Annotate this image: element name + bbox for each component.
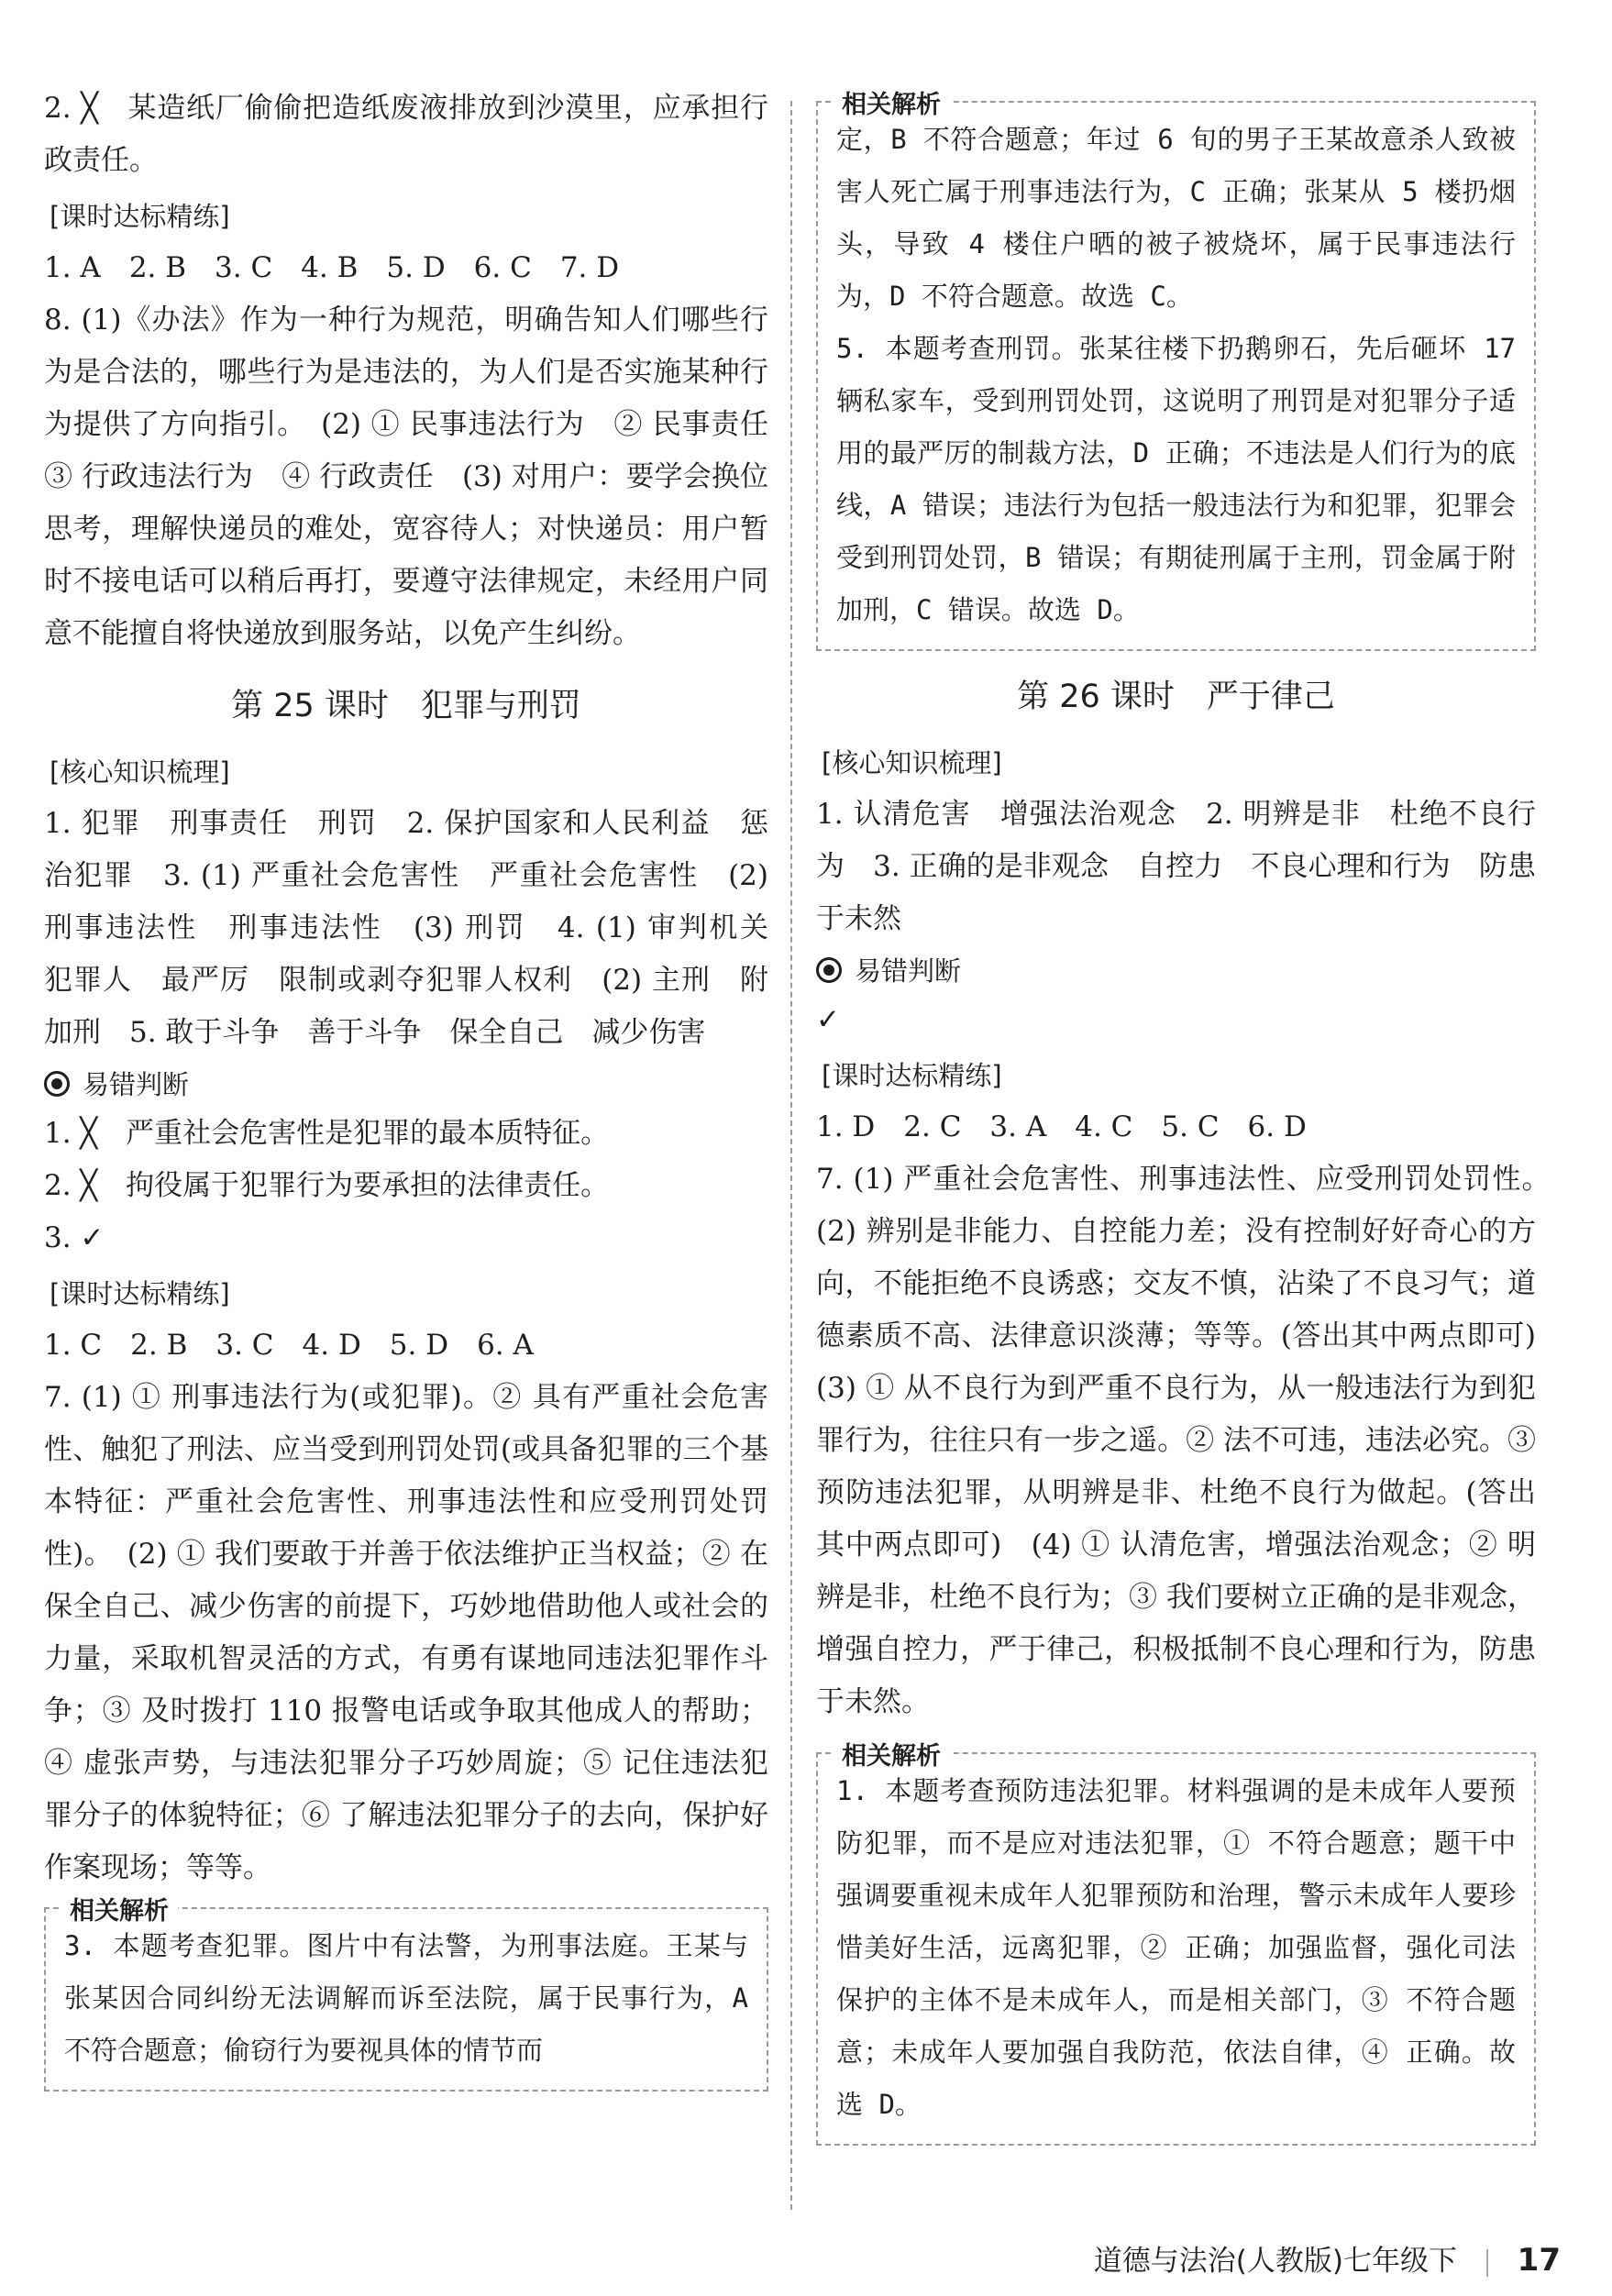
bullet-icon	[816, 957, 842, 983]
easy-mistake-heading	[44, 1065, 768, 1102]
answer-row: 1. C 2. B 3. C 4. D 5. D 6. A	[44, 1329, 534, 1362]
easy-item: ✓	[816, 1003, 840, 1036]
easy-item: 1. ╳ 严重社会危害性是犯罪的最本质特征。	[44, 1117, 610, 1150]
analysis-title: 相关解析	[61, 1891, 178, 1926]
analysis-text: 定，B 不符合题意；年过 6 旬的男子王某故意杀人致被害人死亡属于刑事违法行为，C 正确；张某从 5 楼扔烟头，导致 4 楼住户晒的被子被烧坏，属于民事违法行为，D 不符合题意。故选 C。	[836, 124, 1516, 312]
page-footer	[1094, 2237, 1561, 2279]
book-title: 道德与法治(人教版)七年级下	[1093, 2245, 1457, 2278]
analysis-title: 相关解析	[833, 84, 950, 120]
footer-separator	[1486, 2249, 1488, 2277]
section-tag-practice: [ 课时达标精练 ]	[44, 198, 236, 235]
answer-row: 1. D 2. C 3. A 4. C 5. C 6. D	[816, 1110, 1307, 1143]
analysis-box	[816, 1742, 1536, 2146]
intro-item: 2. ╳ 某造纸厂偷偷把造纸废液排放到沙漠里，应承担行政责任。	[44, 92, 768, 177]
lesson-25-title: 第 25 课时 犯罪与刑罚	[231, 688, 581, 724]
section-tag-practice: [ 课时达标精练 ]	[816, 1057, 1008, 1094]
easy-mistake-heading	[816, 951, 1536, 988]
easy-item: 3. ✓	[44, 1221, 105, 1254]
analysis-box	[816, 91, 1536, 651]
easy-item: 2. ╳ 拘役属于犯罪行为要承担的法律责任。	[44, 1169, 610, 1202]
core-knowledge-26: 1. 认清危害 增强法治观念 2. 明辨是非 杜绝不良行为 3. 正确的是非观念 自控力 不良心理和行为 防患于未然	[816, 798, 1536, 935]
question-8: 8. (1)《办法》作为一种行为规范，明确告知人们哪些行为是合法的，哪些行为是违法的，为人们是否实施某种行为提供了方向指引。 (2) ① 民事违法行为 ② 民事责任 ③ 行政违法行为 ④ 行政责任 (3) 对用户：要学会换位思考，理解快递员的难处，宽容待人；对快递员：用户暂时不接电话可以稍后再打，要遵守法律规定，未经用户同意不能擅自将快递放到服务站，以免产生纠纷。	[44, 304, 797, 650]
easy-mistake-label: 易错判断	[855, 955, 962, 987]
lesson-26-title: 第 26 课时 严于律己	[1017, 679, 1335, 715]
question-7: 7. (1) 严重社会危害性、刑事违法性、应受刑罚处罚性。 (2) 辨别是非能力、自控能力差；没有控制好好奇心的方向，不能拒绝不良诱惑；交友不慎，沾染了不良习气；道德素质不高、法律意识淡薄；等等。(答出其中两点即可) (3) ① 从不良行为到严重不良行为，从一般违法行为到犯罪行为，往往只有一步之遥。② 法不可违，违法必究。③ 预防违法犯罪，从明辨是非、杜绝不良行为做起。(答出其中两点即可) (4) ① 认清危害，增强法治观念；② 明辨是非，杜绝不良行为；③ 我们要树立正确的是非观念，增强自控力，严于律己，积极抵制不良心理和行为，防患于未然。	[816, 1163, 1564, 1718]
analysis-text: 1. 本题考查预防违法犯罪。材料强调的是未成年人要预防犯罪，而不是应对违法犯罪，① 不符合题意；题干中强调要重视未成年人犯罪预防和治理，警示未成年人要珍惜美好生活，远离犯罪，② 正确；加强监督，强化司法保护的主体不是未成年人，而是相关部门，③ 不符合题意；未成年人要加强自我防范，依法自律，④ 正确。故选 D。	[836, 1775, 1516, 2120]
core-knowledge-25: 1. 犯罪 刑事责任 刑罚 2. 保护国家和人民利益 惩治犯罪 3. (1) 严重社会危害性 严重社会危害性 (2) 刑事违法性 刑事违法性 (3) 刑罚 4. (1) 审判机关 犯罪人 最严厉 限制或剥夺犯罪人权利 (2) 主刑 附加刑 5. 敢于斗争 善于斗争 保全自己 减少伤害	[44, 807, 797, 1049]
analysis-text: 5. 本题考查刑罚。张某往楼下扔鹅卵石，先后砸坏 17 辆私家车，受到刑罚处罚，这说明了刑罚是对犯罪分子适用的最严厉的制裁方法，D 正确；不违法是人们行为的底线，A 错误；违法行为包括一般违法行为和犯罪，犯罪会受到刑罚处罚，B 错误；有期徒刑属于主刑，罚金属于附加刑，C 错误。故选 D。	[836, 333, 1516, 625]
bullet-icon	[44, 1071, 70, 1097]
section-tag-core: [ 核心知识梳理 ]	[816, 745, 1008, 781]
left-column	[44, 83, 797, 2092]
right-column	[816, 83, 1564, 2146]
page-number: 17	[1517, 2242, 1561, 2279]
easy-mistake-label: 易错判断	[83, 1069, 190, 1100]
section-tag-practice: [ 课时达标精练 ]	[44, 1275, 236, 1312]
analysis-title: 相关解析	[833, 1736, 950, 1772]
analysis-box	[44, 1897, 768, 2092]
section-tag-core: [ 核心知识梳理 ]	[44, 754, 236, 790]
analysis-text: 3. 本题考查犯罪。图片中有法警，为刑事法庭。王某与张某因合同纠纷无法调解而诉至法院，属于民事行为，A 不符合题意；偷窃行为要视具体的情节而	[64, 1930, 748, 2066]
answer-row: 1. A 2. B 3. C 4. B 5. D 6. C 7. D	[44, 251, 620, 284]
question-7: 7. (1) ① 刑事违法行为(或犯罪)。② 具有严重社会危害性、触犯了刑法、应当受到刑罚处罚(或具备犯罪的三个基本特征：严重社会危害性、刑事违法性和应受刑罚处罚性)。 (2) ① 我们要敢于并善于依法维护正当权益；② 在保全自己、减少伤害的前提下，巧妙地借助他人或社会的力量，采取机智灵活的方式，有勇有谋地同违法犯罪作斗争；③ 及时拨打 110 报警电话或争取其他成人的帮助；④ 虚张声势，与违法犯罪分子巧妙周旋；⑤ 记住违法犯罪分子的体貌特征；⑥ 了解违法犯罪分子的去向，保护好作案现场；等等。	[44, 1381, 768, 1884]
